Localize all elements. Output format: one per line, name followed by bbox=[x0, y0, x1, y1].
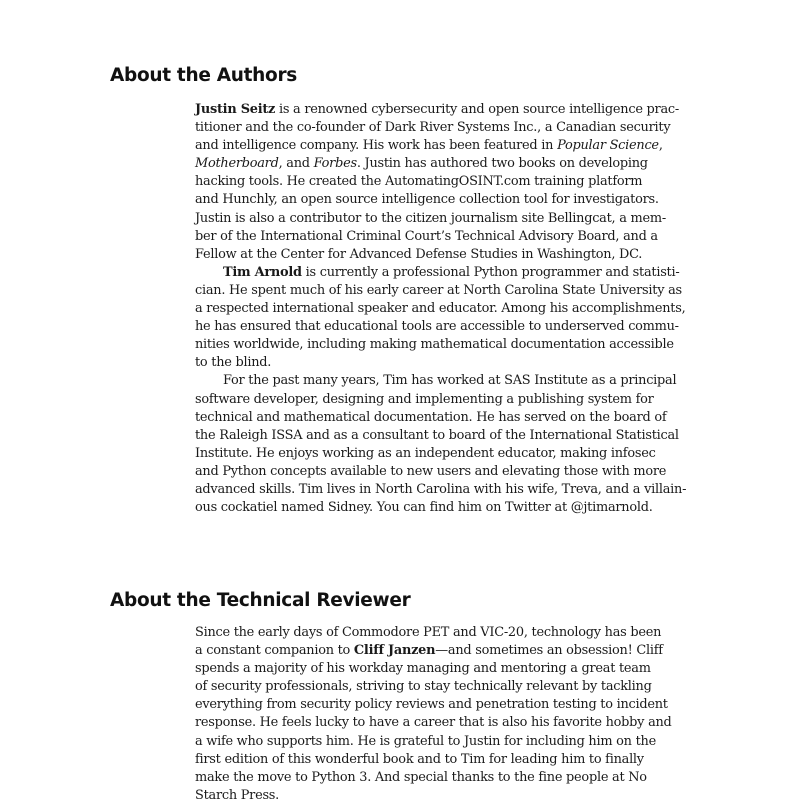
text-run: he has ensured that educational tools are accessible to underserved commu- bbox=[195, 319, 679, 335]
text-run: a wife who supports him. He is grateful to Justin for including him on the bbox=[195, 733, 656, 749]
text-run: and intelligence company. His work has been featured in bbox=[195, 138, 558, 154]
text-line bbox=[195, 372, 735, 390]
text-run: is currently a professional Python programmer and statisti- bbox=[301, 264, 680, 280]
text-line bbox=[195, 336, 735, 354]
text-line bbox=[195, 445, 735, 463]
publication-title: Forbes bbox=[313, 156, 357, 172]
about-the-authors-body bbox=[195, 101, 735, 517]
text-run: technical and mathematical documentation. He has served on the board of bbox=[195, 409, 667, 425]
text-line bbox=[195, 300, 735, 318]
person-name: Cliff Janzen bbox=[353, 643, 436, 659]
text-run: , bbox=[658, 138, 663, 154]
text-run: , and bbox=[278, 156, 314, 172]
text-run: For the past many years, Tim has worked at SAS Institute as a principal bbox=[223, 373, 677, 389]
text-run: and Hunchly, an open source intelligence collection tool for investigators. bbox=[195, 192, 659, 208]
text-run: and Python concepts available to new users and elevating those with more bbox=[195, 463, 667, 479]
person-name: Justin Seitz bbox=[195, 102, 276, 117]
text-run: Fellow at the Center for Advanced Defense Studies in Washington, DC. bbox=[195, 246, 643, 262]
text-line bbox=[195, 751, 735, 769]
text-run: Institute. He enjoys working as an independent educator, making infosec bbox=[195, 445, 656, 461]
text-run: is a renowned cybersecurity and open source intelligence prac- bbox=[275, 102, 679, 117]
text-run: advanced skills. Tim lives in North Carolina with his wife, Treva, and a villain- bbox=[195, 481, 687, 497]
text-run: make the move to Python 3. And special thanks to the fine people at No bbox=[195, 769, 647, 785]
text-line bbox=[195, 463, 735, 481]
text-line bbox=[195, 282, 735, 300]
text-run: Starch Press. bbox=[195, 787, 280, 803]
text-line bbox=[195, 318, 735, 336]
text-run: first edition of this wonderful book and to Tim for leading him to finally bbox=[195, 751, 644, 767]
text-run: the Raleigh ISSA and as a consultant to board of the International Statistical bbox=[195, 427, 679, 443]
text-run: hacking tools. He created the AutomatingOSINT.com training platform bbox=[195, 174, 643, 190]
text-run: a respected international speaker and educator. Among his accomplishments, bbox=[195, 301, 686, 317]
text-run: Since the early days of Commodore PET and VIC-20, technology has been bbox=[195, 625, 662, 640]
text-line bbox=[195, 787, 735, 805]
text-line bbox=[195, 137, 735, 155]
text-line bbox=[195, 481, 735, 499]
text-line bbox=[195, 210, 735, 228]
text-run: —and sometimes an obsession! Cliff bbox=[435, 643, 663, 659]
text-line bbox=[195, 678, 735, 696]
text-line bbox=[195, 642, 735, 660]
person-name: Tim Arnold bbox=[223, 264, 302, 280]
section-heading-about-the-technical-reviewer: About the Technical Reviewer bbox=[110, 590, 411, 611]
text-line bbox=[195, 769, 735, 787]
text-line bbox=[195, 733, 735, 751]
text-line bbox=[195, 246, 735, 264]
text-line bbox=[195, 101, 735, 119]
text-line bbox=[195, 119, 735, 137]
text-run: everything from security policy reviews and penetration testing to incident bbox=[195, 697, 668, 713]
text-line bbox=[195, 173, 735, 191]
text-run: ber of the International Criminal Court’s Technical Advisory Board, and a bbox=[195, 228, 658, 244]
text-run: to the blind. bbox=[195, 355, 272, 371]
text-run: ous cockatiel named Sidney. You can find him on Twitter at @jtimarnold. bbox=[195, 500, 653, 516]
text-run: . Justin has authored two books on developing bbox=[356, 156, 648, 172]
text-run: of security professionals, striving to stay technically relevant by tackling bbox=[195, 679, 652, 695]
text-run: response. He feels lucky to have a career that is also his favorite hobby and bbox=[195, 715, 672, 731]
text-run: spends a majority of his workday managing and mentoring a great team bbox=[195, 661, 651, 677]
text-run: titioner and the co-founder of Dark River Systems Inc., a Canadian security bbox=[195, 120, 671, 136]
text-line bbox=[195, 191, 735, 209]
about-the-technical-reviewer-body bbox=[195, 624, 735, 805]
text-line bbox=[195, 427, 735, 445]
text-line bbox=[195, 624, 735, 642]
text-run: cian. He spent much of his early career at North Carolina State University as bbox=[195, 282, 682, 298]
text-run: nities worldwide, including making mathematical documentation accessible bbox=[195, 337, 674, 353]
text-line bbox=[195, 714, 735, 732]
text-line bbox=[195, 696, 735, 714]
text-run: software developer, designing and implementing a publishing system for bbox=[195, 391, 654, 407]
publication-title: Popular Science bbox=[557, 138, 659, 154]
publication-title: Motherboard bbox=[195, 156, 279, 172]
text-line bbox=[195, 264, 735, 282]
text-line bbox=[195, 155, 735, 173]
text-line bbox=[195, 391, 735, 409]
text-line bbox=[195, 499, 735, 517]
text-line bbox=[195, 409, 735, 427]
section-heading-about-the-authors: About the Authors bbox=[110, 65, 297, 86]
text-line bbox=[195, 660, 735, 678]
text-line bbox=[195, 228, 735, 246]
text-run: Justin is also a contributor to the citizen journalism site Bellingcat, a mem- bbox=[195, 210, 666, 226]
text-line bbox=[195, 354, 735, 372]
text-run: a constant companion to bbox=[195, 643, 354, 659]
